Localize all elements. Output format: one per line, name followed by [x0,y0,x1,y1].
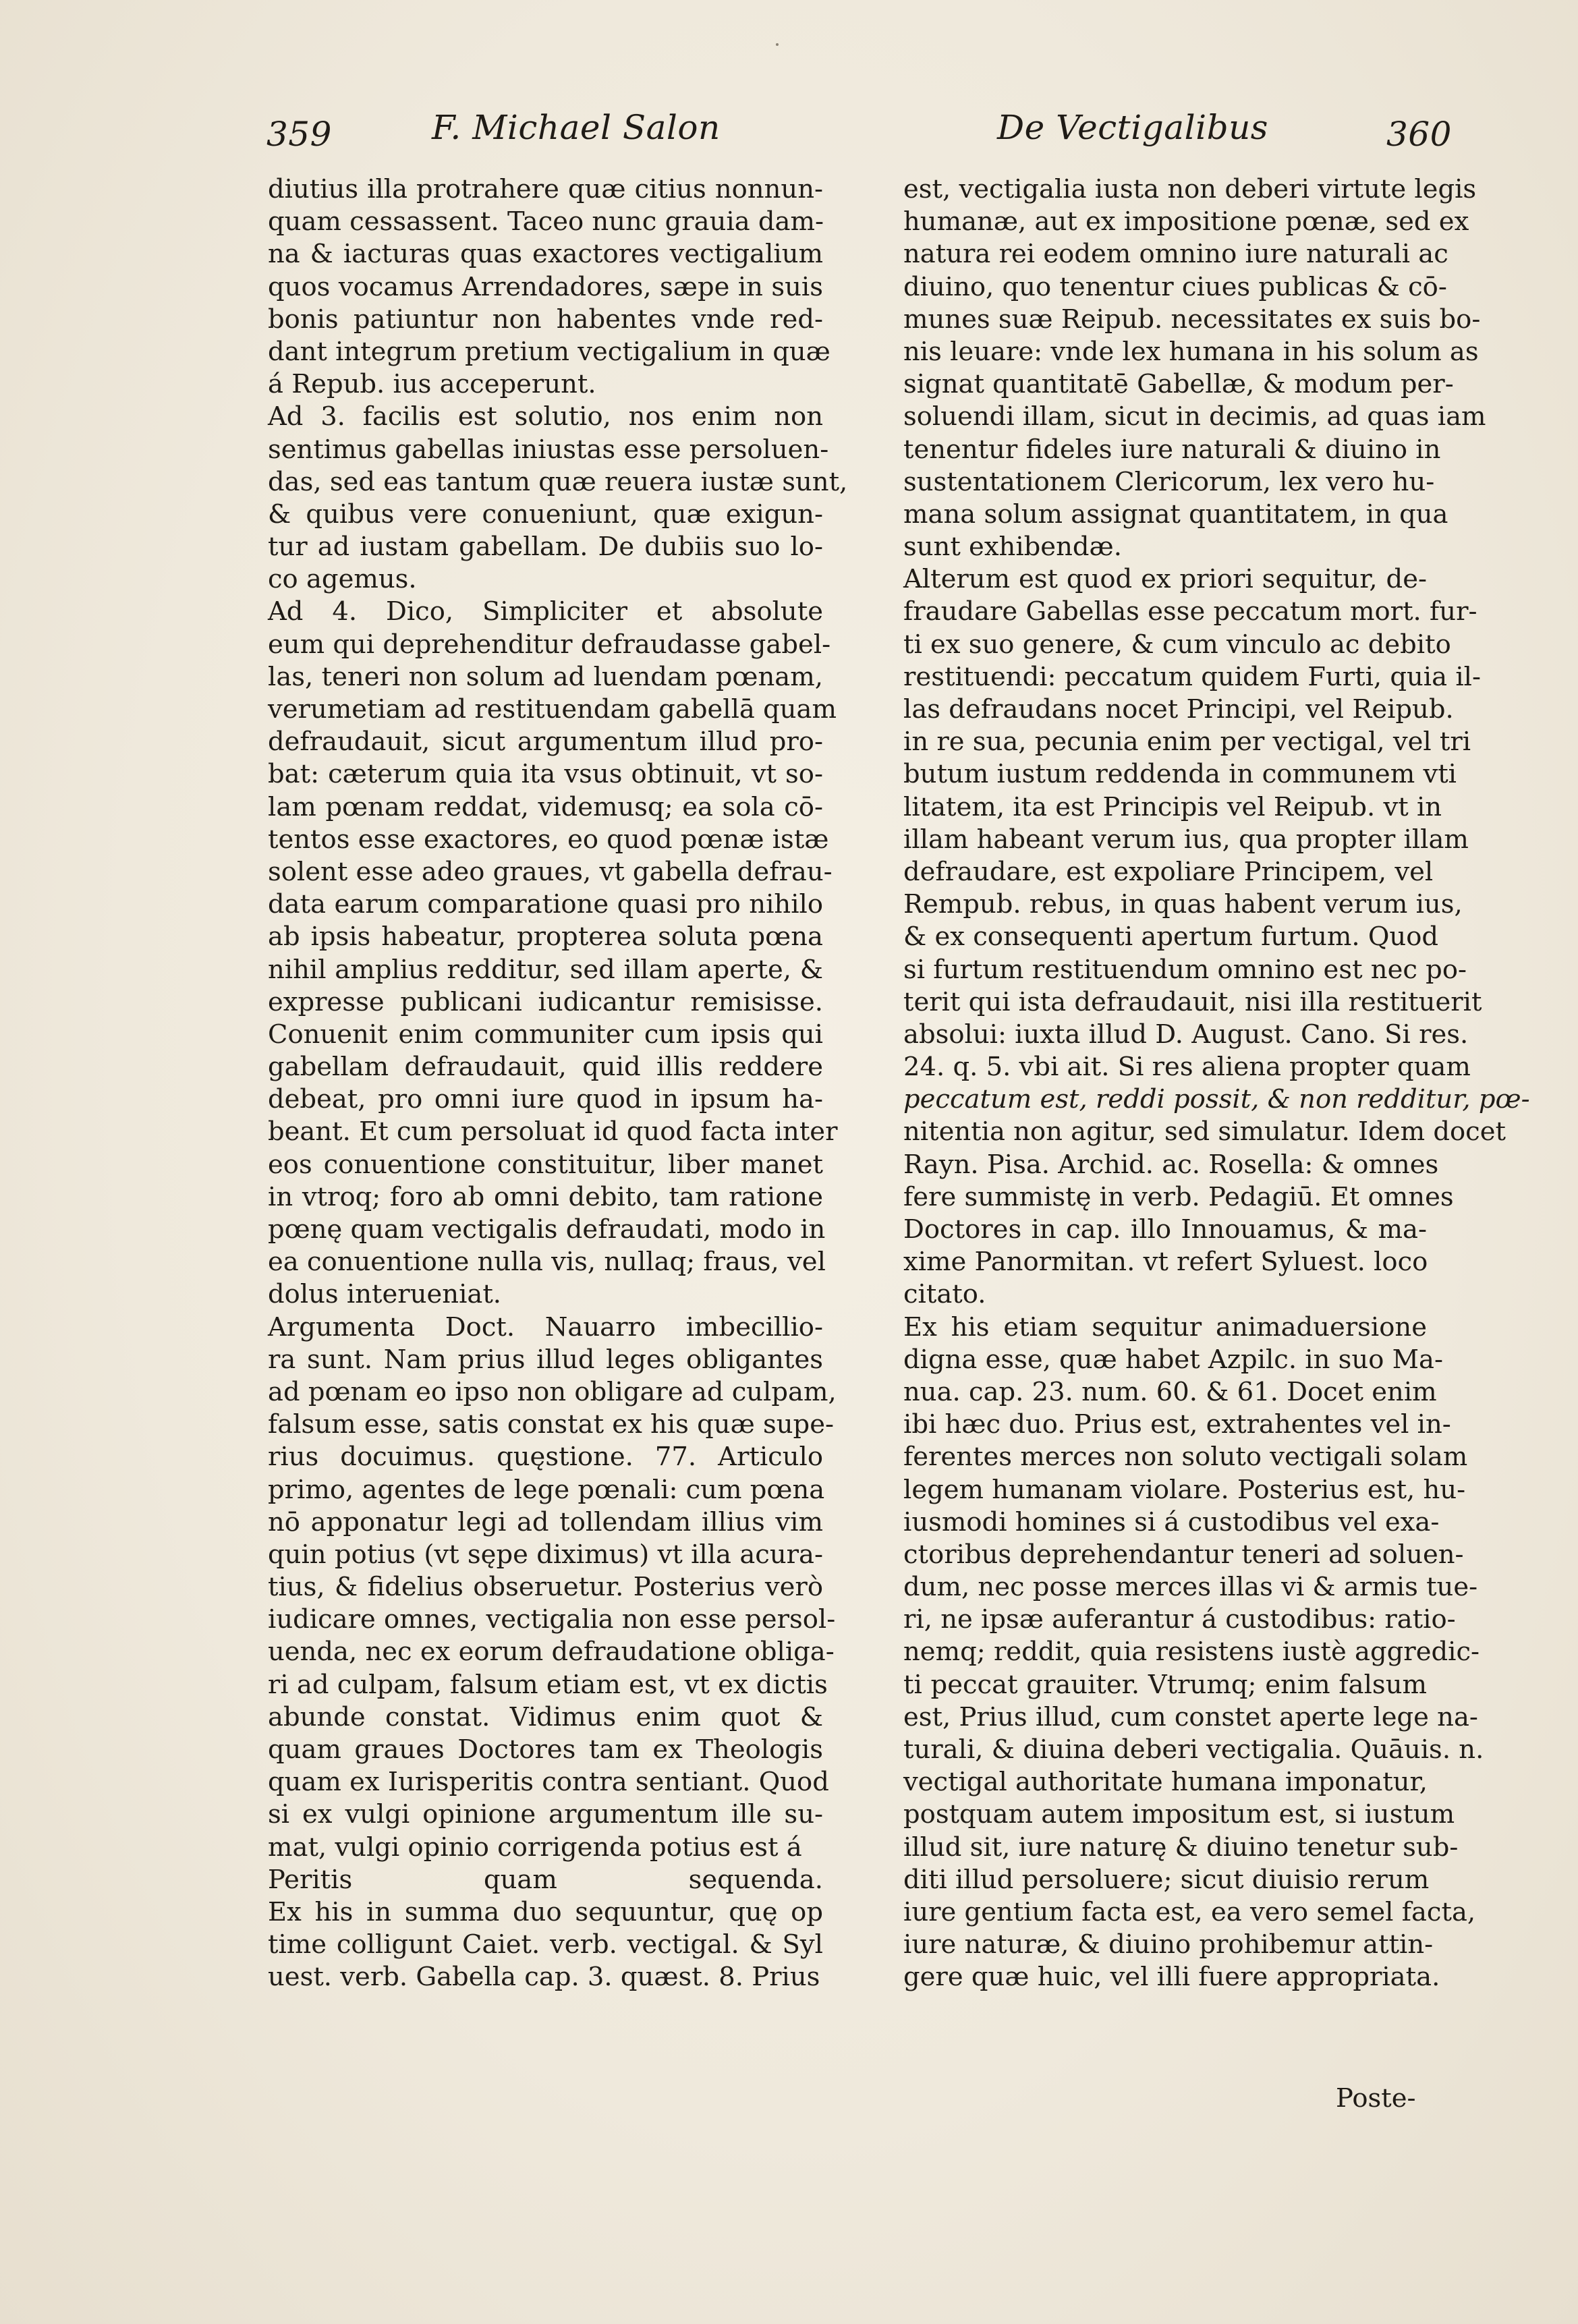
left-column-line: uenda, nec ex eorum defraudatione obliga- [268,1637,835,1668]
right-column-line: Doctores in cap. illo Innouamus, & ma- [903,1214,1427,1245]
left-column-line: time colligunt Caiet. verb. vectigal. & Syl [268,1929,823,1960]
left-column-line: á Repub. ius acceperunt. [268,369,596,400]
right-column-line: postquam autem impositum est, si iustum [903,1799,1455,1830]
left-column-line: iudicare omnes, vectigalia non esse persol- [268,1604,836,1635]
catchword: Poste- [1336,2083,1416,2114]
right-text-column [903,173,1530,1994]
right-column-line: turali, & diuina deberi vectigalia. Quāuis. n. [903,1734,1484,1765]
running-author: F. Michael Salon [432,108,721,147]
right-column-line: Alterum est quod ex priori sequitur, de- [903,564,1427,595]
page-number-left: 359 [266,115,332,154]
right-column-line: sunt exhibendæ. [903,532,1122,563]
left-column-line: dant integrum pretium vectigalium in quæ [268,336,830,367]
left-column-line: rius docuimus. quęstione. 77. Articulo [268,1442,823,1473]
left-column-line: data earum comparatione quasi pro nihilo [268,889,823,920]
left-column-line: verumetiam ad restituendam gabellā quam [268,694,837,725]
right-column-line: soluendi illam, sicut in decimis, ad quas iam [903,401,1486,432]
right-column-line: Rempub. rebus, in quas habent verum ius, [903,889,1463,920]
left-column-line: nō apponatur legi ad tollendam illius vim [268,1506,823,1537]
right-column-line: & ex consequenti apertum furtum. Quod [903,922,1439,953]
running-header [0,96,1578,163]
right-column-line: ti ex suo genere, & cum vinculo ac debito [903,629,1451,660]
right-column-line: ti peccat grauiter. Vtrumq; enim falsum [903,1669,1427,1700]
left-column-line: expresse publicani iudicantur remisisse. [268,986,823,1017]
right-column-line: tenentur fideles iure naturali & diuino in [903,434,1441,465]
right-column-line: 24. q. 5. vbi ait. Si res aliena propter quam [903,1052,1471,1083]
right-column-line: vectigal authoritate humana imponatur, [903,1767,1428,1798]
left-column-line: abunde constat. Vidimus enim quot & [268,1701,823,1732]
left-column-line: falsum esse, satis constat ex his quæ supe- [268,1409,834,1440]
left-column-line: pœnę quam vectigalis defraudati, modo in [268,1214,826,1245]
left-column-line: beant. Et cum persoluat id quod facta inter [268,1116,838,1147]
left-column-line: tius, & fidelius obseruetur. Posterius verò [268,1572,823,1603]
left-column-line: das, sed eas tantum quæ reuera iustæ sunt, [268,466,848,497]
right-column-line: ctoribus deprehendantur teneri ad soluen- [903,1539,1464,1570]
right-column-line: fere summistę in verb. Pedagiū. Et omnes [903,1181,1454,1212]
right-column-line: mana solum assignat quantitatem, in qua [903,499,1448,530]
left-column-line: ri ad culpam, falsum etiam est, vt ex dictis [268,1669,828,1700]
right-column-line: iure naturæ, & diuino prohibemur attin- [903,1929,1434,1960]
right-column-line: ferentes merces non soluto vectigali solam [903,1442,1468,1473]
right-column-line: diti illud persoluere; sicut diuisio rerum [903,1864,1430,1895]
right-column-line: xime Panormitan. vt refert Syluest. loco [903,1247,1428,1278]
left-column-line: Ad 4. Dico, Simpliciter et absolute [268,596,823,627]
left-column-line: las, teneri non solum ad luendam pœnam, [268,661,823,692]
left-column-line: quam ex Iurisperitis contra sentiant. Quod [268,1767,829,1798]
right-column-line: restituendi: peccatum quidem Furti, quia il- [903,661,1481,692]
left-column-line: ea conuentione nulla vis, nullaq; fraus, vel [268,1247,826,1278]
right-column-line: est, Prius illud, cum constet aperte lege na- [903,1701,1478,1732]
left-column-line: quam cessassent. Taceo nunc grauia dam- [268,206,824,237]
left-column-line: Argumenta Doct. Nauarro imbecillio- [268,1311,823,1342]
right-column-line: nua. cap. 23. num. 60. & 61. Docet enim [903,1376,1437,1407]
running-title: De Vectigalibus [997,108,1268,147]
left-column-line: Peritis quam sequenda. [268,1864,823,1895]
right-column-line: illud sit, iure naturę & diuino tenetur sub- [903,1832,1459,1863]
left-column-line: & quibus vere conueniunt, quæ exigun- [268,499,823,530]
left-column-line: na & iacturas quas exactores vectigalium [268,239,823,270]
left-column-line: primo, agentes de lege pœnali: cum pœna [268,1474,825,1505]
page-number-right: 360 [1386,115,1452,154]
left-column-line: nihil amplius redditur, sed illam aperte, & [268,954,823,985]
left-column-line: lam pœnam reddat, videmusq; ea sola cō- [268,791,823,822]
right-column-line: in re sua, pecunia enim per vectigal, vel tri [903,727,1471,758]
right-column-line: si furtum restituendum omnino est nec po- [903,954,1467,985]
right-column-line: illam habeant verum ius, qua propter illam [903,824,1469,855]
right-column-line: iusmodi homines si á custodibus vel exa- [903,1506,1440,1537]
right-column-line: dum, nec posse merces illas vi & armis tue- [903,1572,1478,1603]
right-column-line: munes suæ Reipub. necessitates ex suis bo- [903,304,1481,335]
right-column-line: litatem, ita est Principis vel Reipub. vt in [903,791,1442,822]
right-column-line: peccatum est, reddi possit, & non redditur, pœ- [903,1084,1530,1115]
left-column-line: quos vocamus Arrendadores, sæpe in suis [268,271,823,302]
left-column-line: sentimus gabellas iniustas esse persoluen- [268,434,829,465]
right-column-line: absolui: iuxta illud D. August. Cano. Si res. [903,1019,1469,1050]
right-column-line: ri, ne ipsæ auferantur á custodibus: ratio- [903,1604,1456,1635]
right-column-line: sustentationem Clericorum, lex vero hu- [903,466,1435,497]
right-column-line: butum iustum reddenda in communem vti [903,759,1457,790]
left-column-line: si ex vulgi opinione argumentum ille su- [268,1799,823,1830]
left-column-line: Ex his in summa duo sequuntur, quę op [268,1896,823,1927]
left-column-line: defraudauit, sicut argumentum illud pro- [268,727,823,758]
left-column-line: Conuenit enim communiter cum ipsis qui [268,1019,823,1050]
left-column-line: ad pœnam eo ipso non obligare ad culpam, [268,1376,837,1407]
left-column-line: quam graues Doctores tam ex Theologis [268,1734,823,1765]
left-column-line: solent esse adeo graues, vt gabella defrau- [268,856,833,887]
left-column-line: eum qui deprehenditur defraudasse gabel- [268,629,831,660]
left-column-line: dolus interueniat. [268,1279,502,1310]
right-column-line: ibi hæc duo. Prius est, extrahentes vel in- [903,1409,1451,1440]
right-column-line: legem humanam violare. Posterius est, hu- [903,1474,1466,1505]
right-column-line: diuino, quo tenentur ciues publicas & cō- [903,271,1447,302]
left-column-line: mat, vulgi opinio corrigenda potius est á [268,1832,802,1863]
right-column-line: natura rei eodem omnino iure naturali ac [903,239,1448,270]
right-column-line: est, vectigalia iusta non deberi virtute legis [903,174,1477,204]
left-column-line: ra sunt. Nam prius illud leges obligantes [268,1344,823,1375]
left-column-line: uest. verb. Gabella cap. 3. quæst. 8. Prius [268,1962,820,1993]
right-column-line: signat quantitatē Gabellæ, & modum per- [903,369,1454,400]
left-column-line: diutius illa protrahere quæ citius nonnun- [268,174,823,204]
right-column-line: humanæ, aut ex impositione pœnæ, sed ex [903,206,1469,237]
left-column-line: co agemus. [268,564,417,595]
left-column-line: gabellam defraudauit, quid illis reddere [268,1052,823,1083]
right-column-line: Rayn. Pisa. Archid. ac. Rosella: & omnes [903,1149,1439,1180]
right-column-line: nitentia non agitur, sed simulatur. Idem docet [903,1116,1506,1147]
left-column-line: tur ad iustam gabellam. De dubiis suo lo- [268,532,823,563]
paper-speck [776,43,779,46]
left-column-line: eos conuentione constituitur, liber manet [268,1149,823,1180]
left-column-line: quin potius (vt sępe diximus) vt illa acura- [268,1539,823,1570]
right-column-line: las defraudans nocet Principi, vel Reipub. [903,694,1454,725]
right-column-line: nis leuare: vnde lex humana in his solum as [903,336,1479,367]
right-column-line: nemq; reddit, quia resistens iustè aggredic- [903,1637,1480,1668]
right-column-line: gere quæ huic, vel illi fuere appropriata. [903,1962,1440,1993]
left-column-line: ab ipsis habeatur, propterea soluta pœna [268,922,823,953]
left-column-line: Ad 3. facilis est solutio, nos enim non [268,401,823,432]
left-column-line: tentos esse exactores, eo quod pœnæ istæ [268,824,829,855]
left-column-line: bonis patiuntur non habentes vnde red- [268,304,823,335]
left-column-line: debeat, pro omni iure quod in ipsum ha- [268,1084,823,1115]
right-column-line: iure gentium facta est, ea vero semel facta, [903,1896,1476,1927]
right-column-line: citato. [903,1279,986,1310]
left-column-line: in vtroq; foro ab omni debito, tam ratione [268,1181,823,1212]
right-column-line: digna esse, quæ habet Azpilc. in suo Ma- [903,1344,1444,1375]
right-column-line: fraudare Gabellas esse peccatum mort. fur- [903,596,1477,627]
right-column-line: Ex his etiam sequitur animaduersione [903,1311,1427,1342]
left-text-column [268,173,848,1994]
left-column-line: bat: cæterum quia ita vsus obtinuit, vt so- [268,759,823,790]
right-column-line: defraudare, est expoliare Principem, vel [903,856,1434,887]
right-column-line: terit qui ista defraudauit, nisi illa restituerit [903,986,1482,1017]
